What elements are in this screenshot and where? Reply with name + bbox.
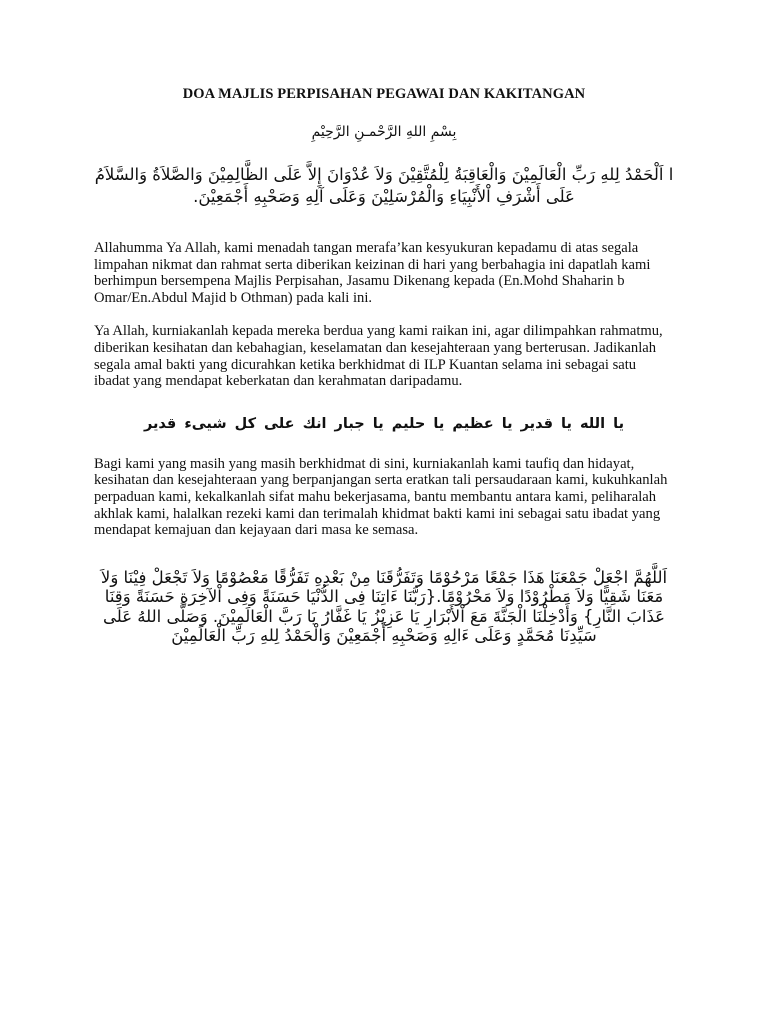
divine-names-line: يا الله يا قدير يا عظيم يا حليم يا جبار انك على كل شيىء قدير	[143, 415, 625, 432]
paragraph-remaining-staff: Bagi kami yang masih yang masih berkhidmat di sini, kurniakanlah kami taufiq dan hidayat, kesihatan dan kesejahteraan yang berpanjangan serta eratkan tali persaudaraan kami, kukuhkanlah perpaduan kami, kekalkanlah sifat mahu bekerjasama, bantu membantu antara kami, peliharalah akhlak kami, halalkan rezeki kami dan terimalah khidmat bakti kami ini sebagai satu ibadat yang mendapat kemajuan dan kejayaan dari masa ke semasa.	[94, 455, 668, 539]
basmala-text: بِسْمِ اللهِ الرَّحْمـنِ الرَّحِيْمِ	[311, 124, 457, 140]
document-title: DOA MAJLIS PERPISAHAN PEGAWAI DAN KAKITANGAN	[182, 86, 586, 102]
paragraph-gratitude: Allahumma Ya Allah, kami menadah tangan merafa’kan kesyukuran kepadamu di atas segala limpahan nikmat dan rahmat serta diberikan keizinan di hari yang berbahagia ini dapatlah kami berhimpun bersempena Majlis Perpisahan, Jasamu Dikenang kepada (En.Mohd Shaharin b Omar/En.Abdul Majid b Othman) pada kali ini.	[94, 240, 651, 306]
closing-dua: اَللَّهُمَّ اجْعَلْ جَمْعَنَا هَذَا جَمْعًا مَرْحُوْمًا وَتَفَرُّقَنَا مِنْ بَعْدِهِ تَفَرُّقًا مَعْصُوْمًا وَلاَ تَجْعَلْ فِيْنَا وَلاَ مَعَنَا شَقِيًّا وَلاَ مَطْرُوْدًا وَلاَ مَحْرُوْمًا.{رَبَّنَا ءَاتِنَا فِى الدُّنْيَا حَسَنَةً وَفِى اْلآخِرَةِ حَسَنَةً وَقِنَا عَذَابَ النَّارِ} وَأَدْخِلْنَا الْجَنَّةَ مَعَ اْلأَبْرَارِ يَا عَزِيْزُ يَا غَفَّارُ يَا رَبَّ الْعَالَمِيْنَ. وَصَلَّى اللهُ عَلَى سَيِّدِنَا مُحَمَّدٍ وَعَلَى ءَالِهِ وَصَحْبِهِ أَجْمَعِيْنَ وَالْحَمْدُ لِلهِ رَبِّ الْعَالَمِيْنَ	[100, 567, 668, 646]
paragraph-blessing: Ya Allah, kurniakanlah kepada mereka berdua yang kami raikan ini, agar dilimpahkan rahmatmu, diberikan kesihatan dan kebahagian, keselamatan dan kesejahteraan yang berterusan. Jadikanlah segala amal bakti yang dicurahkan ketika berkhidmat di ILP Kuantan selama ini sebagai satu ibadat yang mendapat keberkatan dan kerahmatan daripadamu.	[94, 323, 663, 390]
opening-dua: ا اَلْحَمْدُ لِلهِ رَبِّ الْعَالَمِيْنَ وَالْعَاقِبَةُ لِلْمُتَّقِيْنَ وَلاَ عُدْوَانَ إِلاَّ عَلَى الظَّالِمِيْنَ وَالصَّلاَةُ وَالسَّلاَمُ عَلَى أَشْرَفِ اْلأَنْبِيَاءِ وَالْمُرْسَلِيْنَ وَعَلَى آلِهِ وَصَحْبِهِ أَجْمَعِيْنَ.	[94, 165, 674, 206]
